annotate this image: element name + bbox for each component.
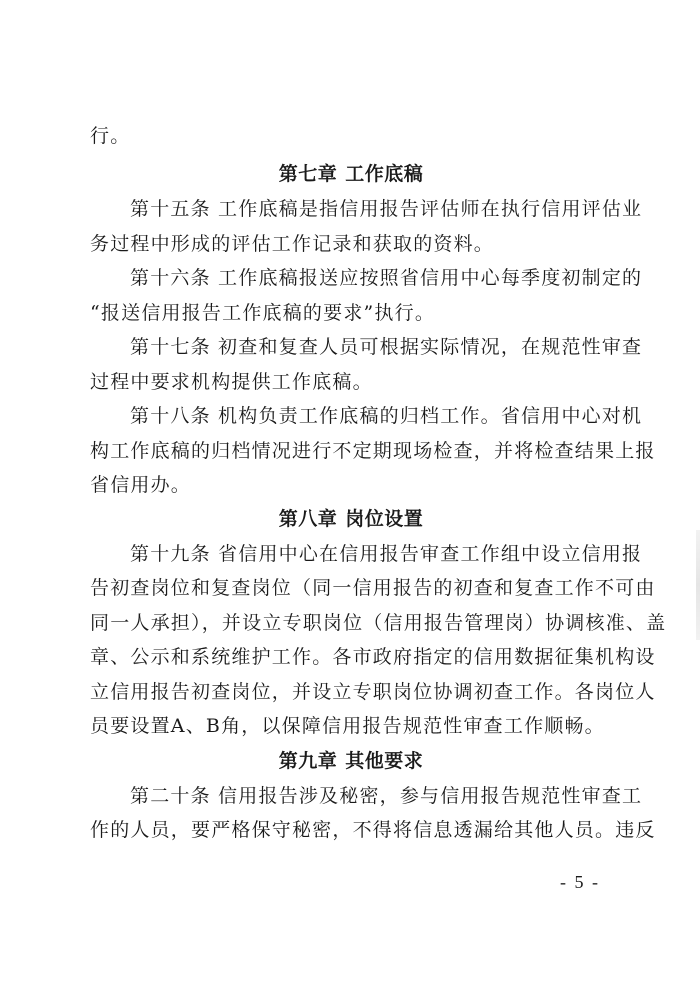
text-line: 过程中要求机构提供工作底稿。 [90,371,373,393]
text-line: 告初查岗位和复查岗位（同一信用报告的初查和复查工作不可由 [90,577,656,599]
article-line: 第二十条 信用报告涉及秘密，参与信用报告规范性审查工 [130,785,643,807]
article-line: 第十八条 机构负责工作底稿的归档工作。省信用中心对机 [130,405,643,427]
text-line: 行。 [90,125,131,147]
text-line: 章、公示和系统维护工作。各市政府指定的信用数据征集机构设 [90,646,656,668]
article-line: 第十七条 初查和复查人员可根据实际情况，在规范性审查 [130,336,643,358]
chapter-number: 第九章 [278,750,338,772]
chapter-heading [90,160,612,188]
text-line: 务过程中形成的评估工作记录和获取的资料。 [90,233,495,255]
text-line: “报送信用报告工作底稿的要求”执行。 [90,302,436,324]
chapter-number: 第八章 [278,508,338,530]
chapter-title: 岗位设置 [345,508,424,530]
chapter-heading [90,747,612,775]
text-line: 作的人员，要严格保守秘密，不得将信息透漏给其他人员。违反 [90,819,656,841]
text-line: 立信用报告初查岗位，并设立专职岗位协调初查工作。各岗位人 [90,681,656,703]
article-line: 第十九条 省信用中心在信用报告审查工作组中设立信用报 [130,543,643,565]
text-line: 省信用办。 [90,474,192,496]
chapter-number: 第七章 [278,163,338,185]
chapter-heading [90,505,612,533]
page-number: - 5 - [560,872,600,892]
chapter-title: 其他要求 [345,750,424,772]
text-line: 构工作底稿的归档情况进行不定期现场检查，并将检查结果上报 [90,440,656,462]
chapter-title: 工作底稿 [345,163,424,185]
text-line: 同一人承担），并设立专职岗位（信用报告管理岗）协调核准、盖 [90,612,667,634]
scan-edge-shadow [696,530,700,640]
article-line: 第十五条 工作底稿是指信用报告评估师在执行信用评估业 [130,198,643,220]
text-line: 员要设置A、B角，以保障信用报告规范性审查工作顺畅。 [90,715,605,737]
article-line: 第十六条 工作底稿报送应按照省信用中心每季度初制定的 [130,267,643,289]
